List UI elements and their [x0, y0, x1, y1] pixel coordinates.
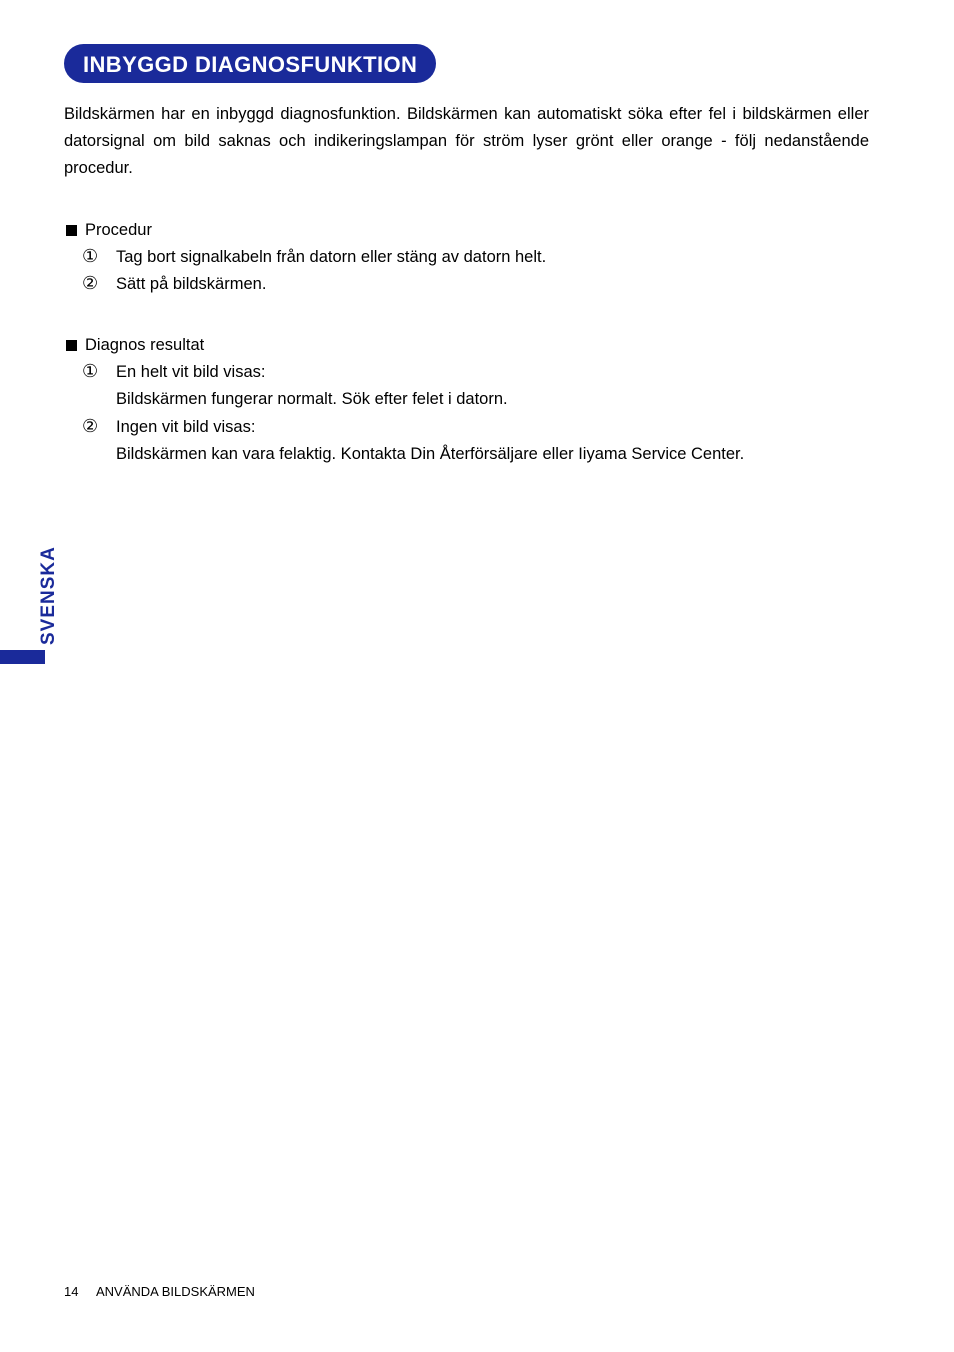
footer-section-title: ANVÄNDA BILDSKÄRMEN	[96, 1284, 255, 1299]
language-tab-label: SVENSKA	[38, 546, 59, 645]
procedure-heading	[64, 217, 864, 244]
circled-two-icon: ②	[82, 416, 99, 436]
procedure-section	[64, 217, 864, 298]
procedure-step-2	[64, 271, 864, 298]
step-text: Sätt på bildskärmen.	[116, 275, 267, 293]
circled-one-icon: ①	[82, 246, 99, 266]
diagnosis-result-2	[64, 414, 864, 468]
page-footer	[64, 1284, 255, 1300]
intro-paragraph: Bildskärmen har en inbyggd diagnosfunktion. Bildskärmen kan automatiskt söka efter fel i bildskärmen eller datorsignal om bild saknas och indikeringslampan för ström lyser grönt eller orange - följ nedanstående procedur.	[64, 105, 869, 177]
section-title-banner	[64, 44, 436, 83]
diagnosis-heading	[64, 332, 864, 359]
diagnosis-heading-label: Diagnos resultat	[85, 336, 205, 354]
circled-one-icon: ①	[82, 361, 99, 381]
procedure-heading-label: Procedur	[85, 221, 152, 239]
circled-two-icon: ②	[82, 273, 99, 293]
diagnosis-section	[64, 332, 864, 468]
result-condition: En helt vit bild visas:	[116, 363, 266, 381]
result-explanation: Bildskärmen kan vara felaktig. Kontakta Din Återförsäljare eller Iiyama Service Center.	[116, 445, 745, 463]
page-title: INBYGGD DIAGNOSFUNKTION	[83, 52, 418, 77]
square-bullet-icon	[66, 225, 77, 236]
language-tab-bar	[0, 650, 45, 664]
page-number: 14	[64, 1284, 79, 1299]
step-text: Tag bort signalkabeln från datorn eller stäng av datorn helt.	[116, 248, 547, 266]
diagnosis-result-1	[64, 359, 864, 413]
result-condition: Ingen vit bild visas:	[116, 418, 256, 436]
square-bullet-icon	[66, 340, 77, 351]
procedure-step-1	[64, 244, 864, 271]
result-explanation: Bildskärmen fungerar normalt. Sök efter felet i datorn.	[116, 390, 508, 408]
